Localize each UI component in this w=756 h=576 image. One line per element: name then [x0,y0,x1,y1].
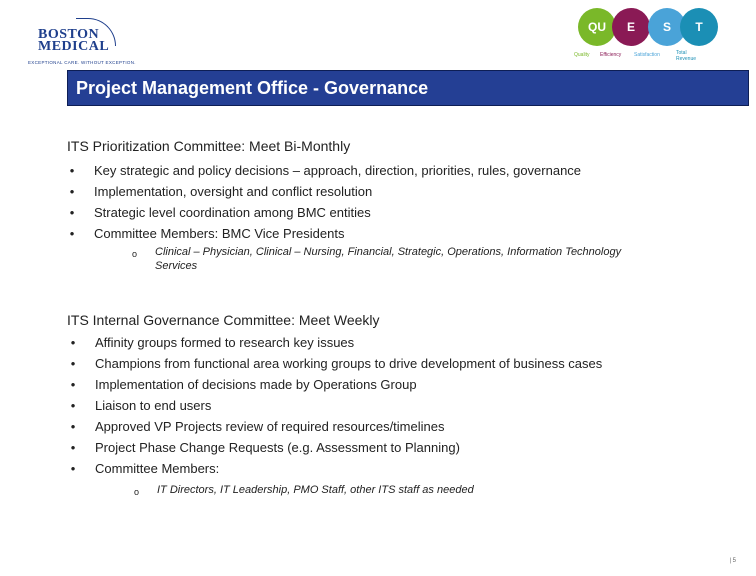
section-heading-internal-governance: ITS Internal Governance Committee: Meet Weekly [67,312,380,328]
bullet-icon: • [69,226,75,241]
list-item [68,374,602,395]
internal-governance-bullet-list [68,332,602,479]
logo-word-boston: BOSTON [38,27,100,42]
list-item-text: Committee Members: [95,461,220,476]
logo-tagline: EXCEPTIONAL CARE. WITHOUT EXCEPTION. [28,60,136,65]
list-item [68,395,602,416]
list-item [68,353,602,374]
bullet-icon: • [70,398,76,413]
sub-item-text: Clinical – Physician, Clinical – Nursing, Financial, Strategic, Operations, Information Technology Services [155,246,622,272]
list-item [67,160,581,181]
quest-circle-t: T [680,8,718,46]
list-item [68,332,602,353]
list-item-text: Affinity groups formed to research key issues [95,335,355,350]
list-item-text: Implementation, oversight and conflict resolution [94,184,373,199]
list-item [68,416,602,437]
quest-label-efficiency: Efficiency [600,52,622,58]
bullet-icon: • [70,356,76,371]
page-number: | 5 [729,558,736,564]
list-item [68,458,602,479]
list-item-text: Strategic level coordination among BMC entities [94,205,371,220]
quest-label-quality: Quality [574,52,590,58]
bullet-icon: • [69,205,75,220]
list-item-text: Committee Members: BMC Vice Presidents [94,226,345,241]
list-item [67,223,581,244]
slide-title-bar [67,70,749,106]
list-item-text: Implementation of decisions made by Operations Group [95,377,417,392]
slide-title: Project Management Office - Governance [76,77,429,98]
list-item-text: Project Phase Change Requests (e.g. Assessment to Planning) [95,440,460,455]
list-item [68,437,602,458]
section-heading-prioritization: ITS Prioritization Committee: Meet Bi-Monthly [67,138,351,154]
prioritization-bullet-list [67,160,581,244]
quest-graphic [572,6,722,68]
quest-circle-s: S [648,8,686,46]
list-item [67,181,581,202]
logo-word-medical: MEDICAL [38,39,110,54]
bullet-icon: • [70,440,76,455]
list-item-text: Approved VP Projects review of required resources/timelines [95,419,445,434]
bullet-icon: • [70,377,76,392]
sub-bullet-icon: o [134,487,140,497]
internal-governance-sub-item [134,483,654,499]
list-item [67,202,581,223]
list-item-text: Champions from functional area working groups to drive development of business cases [95,356,603,371]
sub-item-text: IT Directors, IT Leadership, PMO Staff, other ITS staff as needed [157,484,474,496]
bullet-icon: • [70,419,76,434]
list-item-text: Key strategic and policy decisions – approach, direction, priorities, rules, governance [94,163,582,178]
boston-medical-logo [26,20,136,70]
bullet-icon: • [70,335,76,350]
bullet-icon: • [70,461,76,476]
quest-circle-e: E [612,8,650,46]
sub-bullet-icon: o [132,249,138,259]
bullet-icon: • [69,184,75,199]
quest-label-total-revenue: Total Revenue [676,50,697,62]
prioritization-sub-item [132,245,652,275]
list-item-text: Liaison to end users [95,398,212,413]
quest-label-satisfaction: Satisfaction [634,52,660,58]
quest-circle-qu: QU [578,8,616,46]
bullet-icon: • [69,163,75,178]
